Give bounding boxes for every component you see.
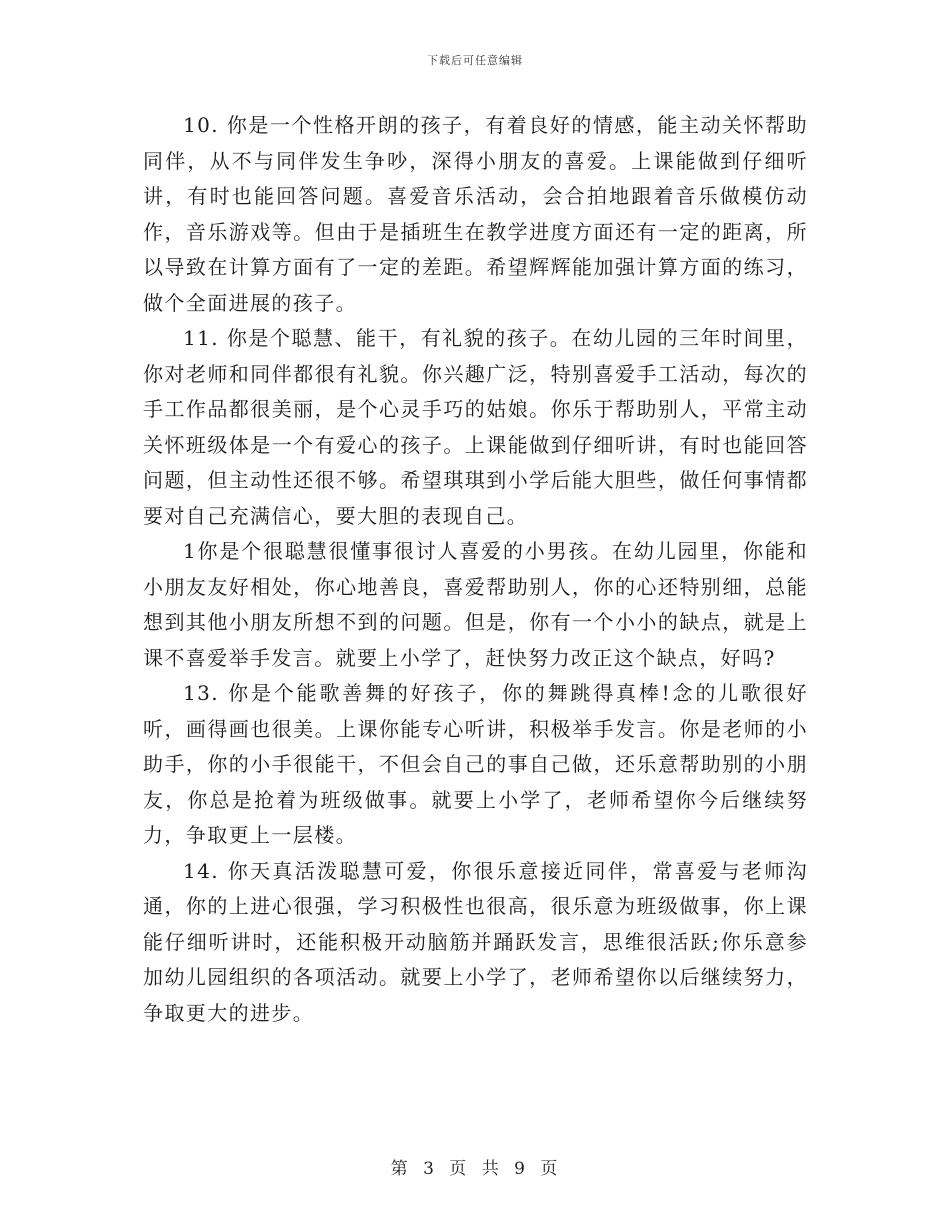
footer-prefix: 第 [390, 1159, 410, 1179]
paragraph-11: 11. 你是个聪慧、能干，有礼貌的孩子。在幼儿园的三年时间里，你对老师和同伴都很有礼貌。你兴趣广泛，特别喜爱手工活动，每次的手工作品都很美丽，是个心灵手巧的姑娘。你乐于帮助别人，平常主动关怀班级体是一个有爱心的孩子。上课能做到仔细听讲，有时也能回答问题，但主动性还很不够。希望琪琪到小学后能大胆些，做任何事情都要对自己充满信心，要大胆的表现自己。 [143, 326, 808, 528]
paragraph-12: 1你是个很聪慧很懂事很讨人喜爱的小男孩。在幼儿园里，你能和小朋友友好相处，你心地善良，喜爱帮助别人，你的心还特别细，总能想到其他小朋友所想不到的问题。但是，你有一个小小的缺点，就是上课不喜爱举手发言。就要上小学了，赶快努力改正这个缺点，好吗? [143, 539, 808, 670]
footer-page-number: 3 [423, 1159, 436, 1179]
page-footer [0, 1154, 950, 1179]
footer-total-unit: 页 [540, 1159, 560, 1179]
paragraph-14: 14. 你天真活泼聪慧可爱，你很乐意接近同伴，常喜爱与老师沟通，你的上进心很强，学习积极性也很高，很乐意为班级做事，你上课能仔细听讲时，还能积极开动脑筋并踊跃发言，思维很活跃;你乐意参加幼儿园组织的各项活动。就要上小学了，老师希望你以后继续努力，争取更大的进步。 [143, 858, 808, 1025]
paragraph-10: 10. 你是一个性格开朗的孩子，有着良好的情感，能主动关怀帮助同伴，从不与同伴发生争吵，深得小朋友的喜爱。上课能做到仔细听讲，有时也能回答问题。喜爱音乐活动，会合拍地跟着音乐做模仿动作，音乐游戏等。但由于是插班生在教学进度方面还有一定的距离，所以导致在计算方面有了一定的差距。希望辉辉能加强计算方面的练习，做个全面进展的孩子。 [143, 113, 808, 315]
footer-page-unit: 页 [449, 1159, 469, 1179]
page-header: 下载后可任意编辑 [427, 54, 523, 67]
document-body [143, 108, 808, 1031]
paragraph-13: 13. 你是个能歌善舞的好孩子，你的舞跳得真棒!念的儿歌很好听，画得画也很美。上课你能专心听讲，积极举手发言。你是老师的小助手，你的小手很能干，不但会自己的事自己做，还乐意帮助别的小朋友，你总是抢着为班级做事。就要上小学了，老师希望你今后继续努力，争取更上一层楼。 [143, 681, 808, 847]
footer-total-prefix: 共 [481, 1159, 501, 1179]
footer-total-pages: 9 [514, 1159, 527, 1179]
